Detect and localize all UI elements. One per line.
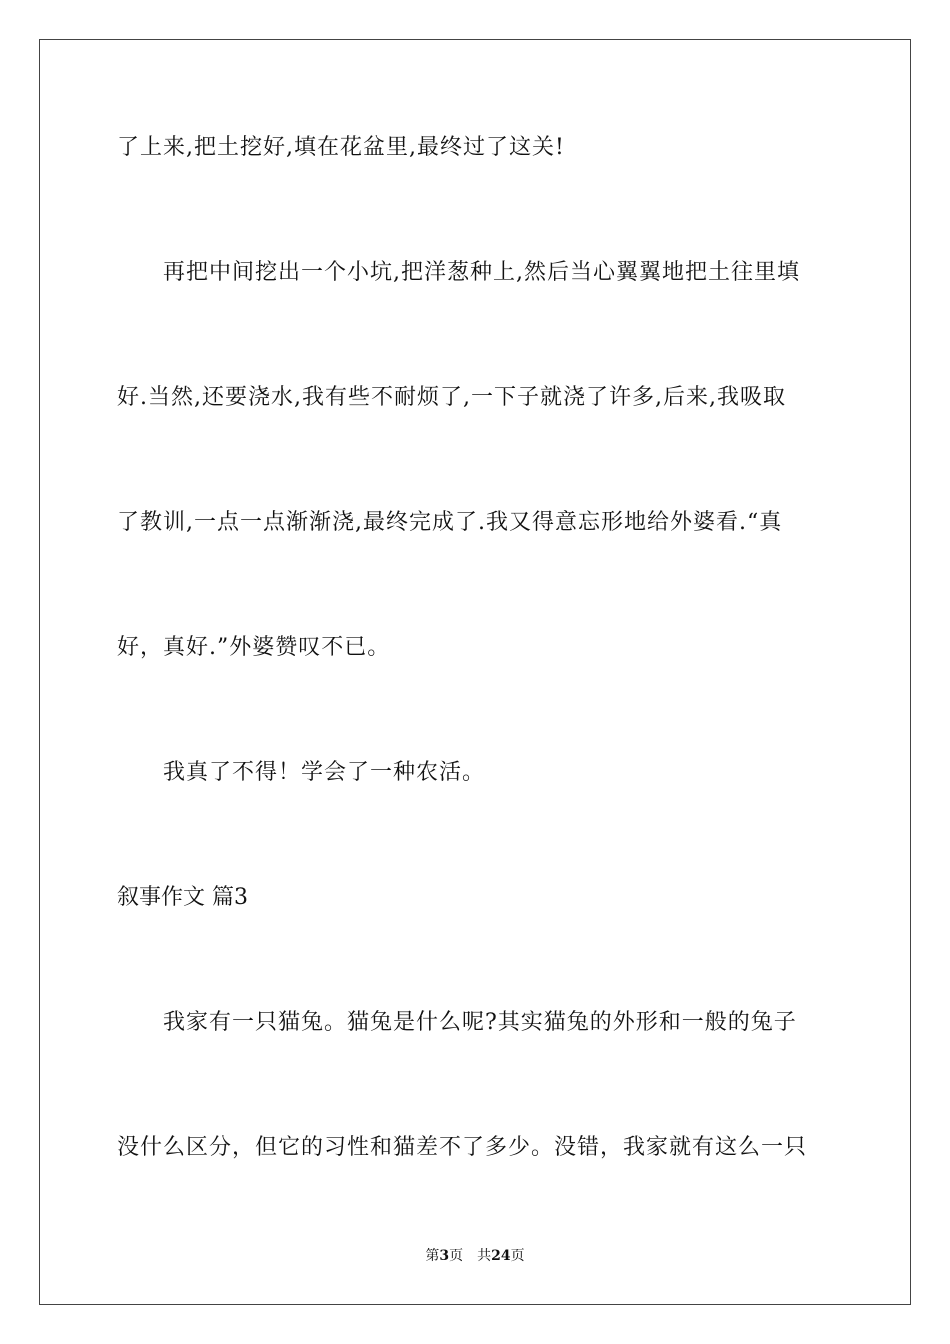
page-frame (39, 39, 911, 1305)
paragraph-line: 好，真好.”外婆赞叹不已。 (117, 635, 391, 660)
paragraph-line: 再把中间挖出一个小坑,把洋葱种上,然后当心翼翼地把土往里填 (163, 260, 800, 285)
paragraph-line: 了教训,一点一点渐渐浇,最终完成了.我又得意忘形地给外婆看.“真 (117, 510, 783, 535)
paragraph-line: 我真了不得！学会了一种农活。 (163, 760, 486, 785)
page-footer (0, 1246, 950, 1266)
page-suffix: 页 (449, 1248, 464, 1264)
paragraph-line: 了上来,把土挖好,填在花盆里,最终过了这关! (117, 135, 565, 160)
paragraph-line: 我家有一只猫兔。猫兔是什么呢?其实猫兔的外形和一般的兔子 (163, 1010, 797, 1035)
total-suffix: 页 (510, 1248, 525, 1264)
paragraph-line: 没什么区分，但它的习性和猫差不了多少。没错，我家就有这么一只 (117, 1135, 808, 1160)
paragraph-line: 好.当然,还要浇水,我有些不耐烦了,一下子就浇了许多,后来,我吸取 (117, 385, 786, 410)
section-heading: 叙事作文 篇3 (117, 885, 248, 910)
page-number: 3 (439, 1248, 450, 1264)
page-prefix: 第 (425, 1248, 440, 1264)
total-pages: 24 (491, 1248, 511, 1264)
total-prefix: 共 (477, 1248, 492, 1264)
